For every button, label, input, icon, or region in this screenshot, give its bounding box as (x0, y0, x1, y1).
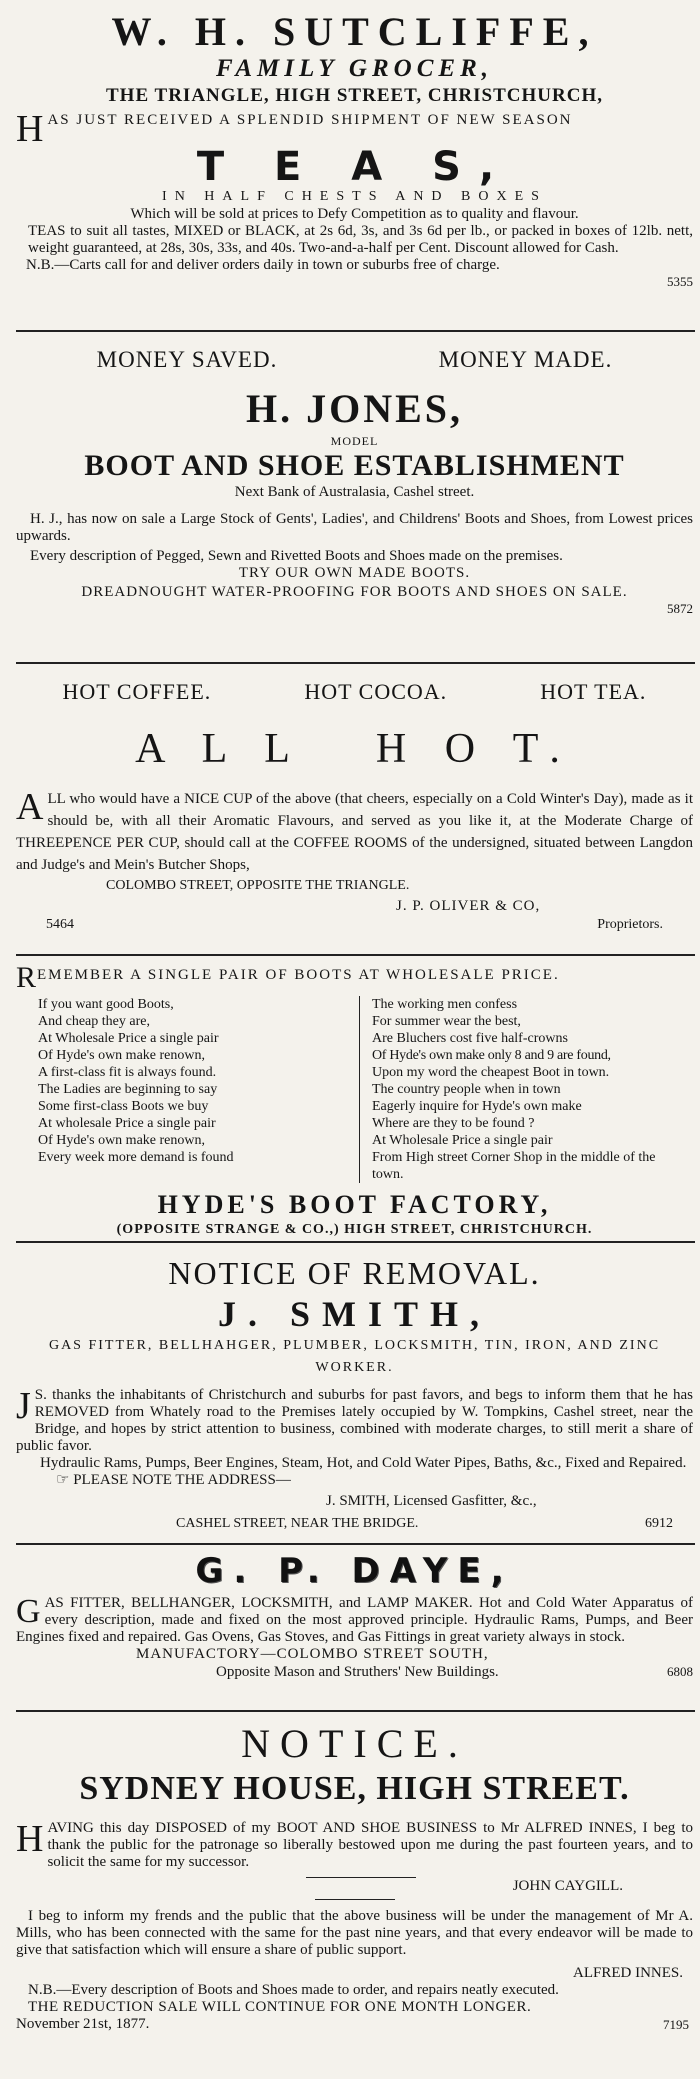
smith-name: J. SMITH, (217, 1294, 492, 1334)
daye-opposite: Opposite Mason and Struthers' New Buildings. (216, 1664, 499, 1680)
hyde-left-line: And cheap they are, (38, 1014, 150, 1029)
daye-name: G. P. DAYE, (195, 1551, 514, 1591)
sydney-date: November 21st, 1877. (16, 2016, 150, 2032)
hyde-right-line: From High street Corner Shop in the middle of the town. (372, 1150, 656, 1182)
oliver-h3: HOT TEA. (540, 679, 647, 704)
daye-drop-cap: G (16, 1593, 41, 1630)
daye-code: 6808 (667, 1664, 693, 1679)
oliver-role: Proprietors. (597, 917, 663, 932)
pointing-hand-icon: ☞ (56, 1472, 70, 1488)
sutcliffe-body2: TEAS to suit all tastes, MIXED or BLACK, at 2s 6d, 3s, and 3s 6d per lb., or packed in boxes of 12lb. nett, weight guaranteed, at 28s, 30s, 33s, and 40s. Two-and-a-half per Cent. Discount allowed for Cash. (28, 223, 693, 256)
jones-p1: H. J., has now on sale a Large Stock of Gents', Ladies', and Childrens' Boots and Shoes, from Lowest prices upwards. (16, 511, 693, 544)
sydney-notice: NOTICE. (241, 1721, 468, 1766)
sydney-drop-cap: H (16, 1818, 44, 1860)
hyde-right-line: Of Hyde's own make only 8 and 9 are found, (372, 1048, 611, 1063)
sutcliffe-body1: Which will be sold at prices to Defy Competition as to quality and flavour. (130, 206, 579, 222)
hyde-drop-cap: R (16, 964, 37, 992)
sydney-sig1: JOHN CAYGILL. (512, 1878, 623, 1894)
hyde-right-line: The country people when in town (372, 1082, 561, 1097)
hyde-left-line: The Ladies are beginning to say (38, 1082, 218, 1097)
oliver-location: COLOMBO STREET, OPPOSITE THE TRIANGLE. (106, 878, 410, 893)
sutcliffe-address: THE TRIANGLE, HIGH STREET, CHRISTCHURCH, (106, 85, 603, 106)
sydney-sale: THE REDUCTION SALE WILL CONTINUE FOR ONE MONTH LONGER. (28, 1999, 532, 2015)
daye-factory: MANUFACTORY—COLOMBO STREET SOUTH, (136, 1646, 489, 1662)
jones-p2: Every description of Pegged, Sewn and Rivetted Boots and Shoes made on the premises. (30, 548, 563, 564)
sutcliffe-chests: IN HALF CHESTS AND BOXES (162, 189, 547, 204)
jones-model: MODEL (330, 434, 379, 448)
sydney-sig2: ALFRED INNES. (572, 1965, 683, 1981)
sydney-p1: AVING this day DISPOSED of my BOOT AND SHOE BUSINESS to Mr ALFRED INNES, I beg to thank the public for the patronage so liberally bestowed upon me during the past fourteen years, and to solicit the same for my successor. (47, 1820, 693, 1870)
jones-name: H. JONES, (245, 386, 464, 431)
hyde-left-line: Of Hyde's own make renown, (38, 1048, 205, 1063)
hyde-right-line: Where are they to be found ? (372, 1116, 535, 1131)
hyde-right-line: For summer wear the best, (372, 1014, 521, 1029)
smith-code: 6912 (645, 1516, 673, 1531)
oliver-h1: HOT COFFEE. (62, 679, 212, 704)
sutcliffe-drop-cap: H (16, 108, 44, 150)
hyde-address: (OPPOSITE STRANGE & CO.,) HIGH STREET, CHRISTCHURCH. (116, 1222, 593, 1237)
sydney-p2: I beg to inform my frends and the public that the above business will be under the management of Mr A. Mills, who has been connected with the same for the past nine years, and that every endeavor will be made to give that satisfaction which will ensure a share of public support. (16, 1908, 693, 1958)
sutcliffe-trade: FAMILY GROCER, (215, 55, 493, 82)
jones-p3: TRY OUR OWN MADE BOOTS. (238, 565, 471, 581)
smith-body: S. thanks the inhabitants of Christchurch and suburbs for past favors, and begs to inform them that he has REMOVED from Whately road to the Premises lately occupied by W. Tompkins, Cashel street, near the Bridge, and hopes by strict attention to business, combined with moderate charges, to still merit a share of public favor. (16, 1387, 693, 1454)
hyde-right-line: Upon my word the cheapest Boot in town. (372, 1065, 610, 1080)
oliver-drop-cap: A (16, 786, 44, 828)
hyde-left-column (16, 996, 359, 1183)
smith-please: PLEASE NOTE THE ADDRESS— (73, 1472, 291, 1488)
daye-advert (16, 1545, 695, 1710)
hyde-left-line: A first-class fit is always found. (38, 1065, 217, 1080)
hyde-left-line: Some first-class Boots we buy (38, 1099, 209, 1114)
oliver-firm: J. P. OLIVER & CO, (396, 898, 541, 914)
hyde-left-line: At Wholesale Price a single pair (38, 1031, 219, 1046)
hyde-advert (16, 956, 695, 1241)
hyde-right-line: The working men confess (372, 997, 518, 1012)
jones-code: 5872 (667, 601, 693, 616)
oliver-advert (16, 664, 695, 954)
sydney-advert (16, 1712, 695, 2072)
jones-slogan-left: MONEY SAVED. (96, 347, 278, 372)
sydney-nb: N.B.—Every description of Boots and Shoes made to order, and repairs neatly executed. (28, 1982, 559, 1998)
hyde-left-line: If you want good Boots, (38, 997, 174, 1012)
hyde-right-line: Eagerly inquire for Hyde's own make (372, 1099, 582, 1114)
hyde-left-line: At wholesale Price a single pair (38, 1116, 216, 1131)
smith-signature: J. SMITH, Licensed Gasfitter, &c., (326, 1493, 537, 1509)
section-rule (315, 1899, 395, 1900)
hyde-left-line: Of Hyde's own make renown, (38, 1133, 205, 1148)
hyde-left-line: Every week more demand is found (38, 1150, 234, 1165)
oliver-h2: HOT COCOA. (304, 679, 448, 704)
jones-location: Next Bank of Australasia, Cashel street. (234, 484, 475, 500)
sutcliffe-intro: AS JUST RECEIVED A SPLENDID SHIPMENT OF NEW SEASON (47, 112, 573, 128)
smith-address: CASHEL STREET, NEAR THE BRIDGE. (176, 1516, 419, 1531)
sydney-code: 7195 (663, 2017, 689, 2032)
hyde-right-line: Are Bluchers cost five half-crowns (372, 1031, 568, 1046)
hyde-title: HYDE'S BOOT FACTORY, (157, 1190, 552, 1219)
sutcliffe-nb: N.B.—Carts call for and deliver orders daily in town or suburbs free of charge. (26, 257, 500, 273)
sydney-title: SYDNEY HOUSE, HIGH STREET. (79, 1770, 630, 1807)
sutcliffe-teas: T E A S, (196, 144, 513, 190)
jones-advert (16, 332, 695, 662)
hyde-right-column (359, 996, 693, 1183)
smith-trades: GAS FITTER, BELLHAHGER, PLUMBER, LOCKSMITH, TIN, IRON, AND ZINC WORKER. (48, 1338, 661, 1375)
jones-slogan-right: MONEY MADE. (438, 347, 613, 372)
oliver-title: A L L H O T. (135, 726, 574, 772)
jones-p4: DREADNOUGHT WATER-PROOFING FOR BOOTS AND SHOES ON SALE. (81, 584, 628, 600)
smith-advert (16, 1243, 695, 1543)
jones-title: BOOT AND SHOE ESTABLISHMENT (84, 449, 625, 482)
smith-p2: Hydraulic Rams, Pumps, Beer Engines, Steam, Hot, and Cold Water Pipes, Baths, &c., Fixed and Repaired. (40, 1455, 687, 1471)
smith-notice: NOTICE OF REMOVAL. (168, 1255, 541, 1291)
sutcliffe-name: W. H. SUTCLIFFE, (111, 9, 598, 54)
hyde-headline: EMEMBER A SINGLE PAIR OF BOOTS AT WHOLESALE PRICE. (37, 967, 560, 983)
oliver-code: 5464 (46, 917, 74, 932)
smith-drop-cap: J (16, 1385, 31, 1427)
sutcliffe-advert (16, 0, 695, 330)
sutcliffe-code: 5355 (667, 274, 693, 289)
oliver-body: LL who would have a NICE CUP of the above (that cheers, especially on a Cold Winter's Day), made as it should be, with all their Aromatic Flavours, and served as you like it, at the Moderate Charge of THREEPENCE PER CUP, should call at the COFFEE ROOMS of the undersigned, situated between Langdon and Judge's and Mein's Butcher Shops, (16, 791, 693, 873)
daye-body: AS FITTER, BELLHANGER, LOCKSMITH, and LAMP MAKER. Hot and Cold Water Apparatus of every description, made and fixed on the most approved principle. Hydraulic Rams, Pumps, and Beer Engines fixed and repaired. Gas Ovens, Gas Stoves, and Gas Fittings in great variety always in stock. (16, 1595, 693, 1645)
hyde-right-line: At Wholesale Price a single pair (372, 1133, 553, 1148)
